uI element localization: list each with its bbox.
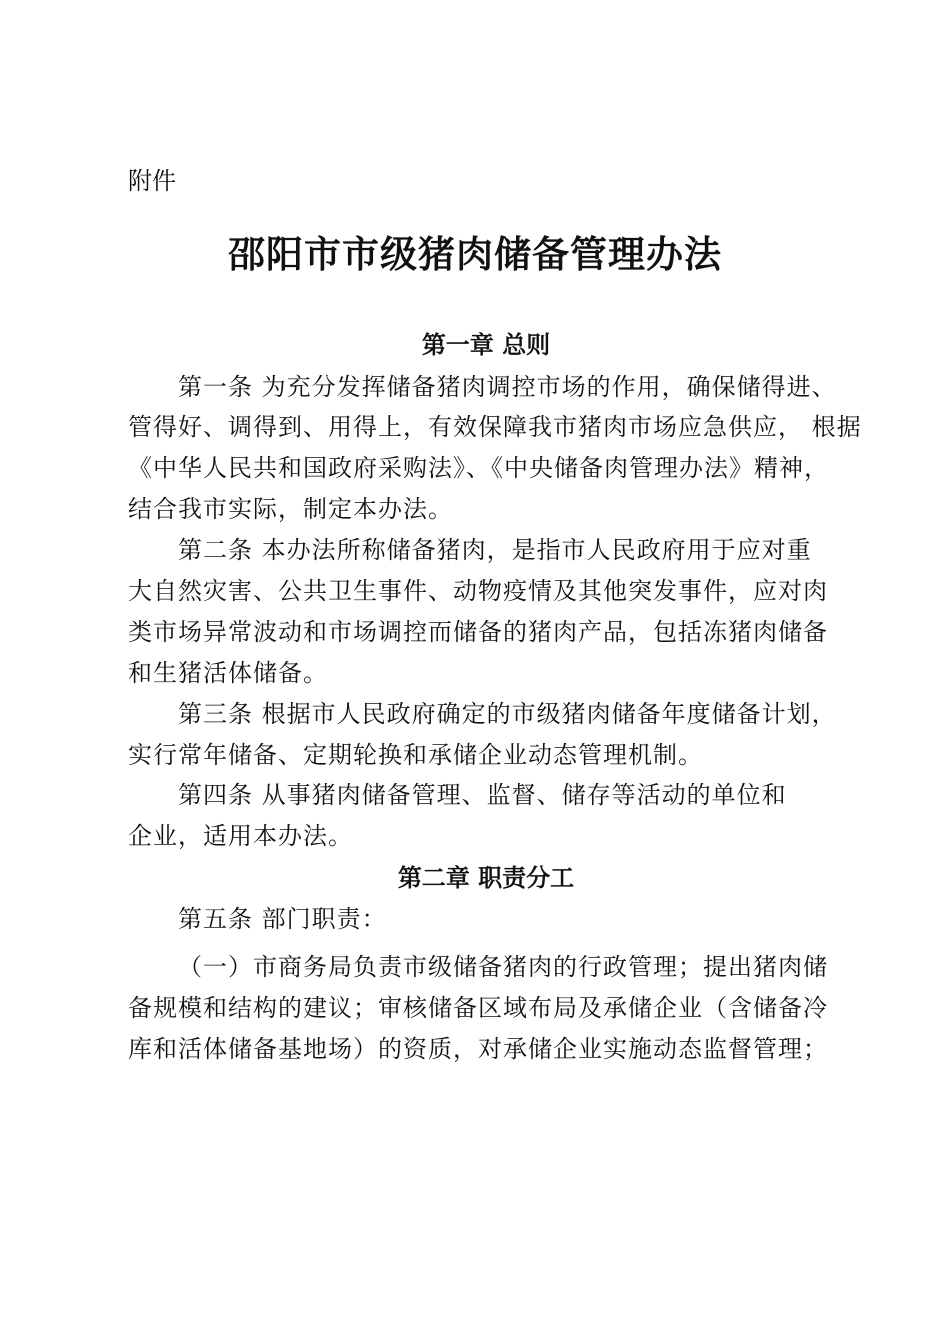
paragraph-line: 类市场异常波动和市场调控而储备的猪肉产品，包括冻猪肉储备: [128, 618, 828, 646]
paragraph-line: 备规模和结构的建议；审核储备区域布局及承储企业（含储备冷: [128, 994, 828, 1022]
attachment-label: 附件: [128, 167, 176, 195]
document-title: 邵阳市市级猪肉储备管理办法: [228, 232, 722, 276]
paragraph-line: 《中华人民共和国政府采购法》、《中央储备肉管理办法》精神，: [128, 454, 829, 482]
paragraph-line: （一）市商务局负责市级储备猪肉的行政管理；提出猪肉储: [178, 953, 828, 981]
paragraph-line: 企业，适用本办法。: [128, 822, 353, 850]
paragraph-line: 第一条 为充分发挥储备猪肉调控市场的作用，确保储得进、: [178, 373, 837, 401]
paragraph-line: 库和活体储备基地场）的资质，对承储企业实施动态监督管理；: [128, 1035, 828, 1063]
paragraph-line: 结合我市实际，制定本办法。: [128, 495, 453, 523]
paragraph-line: 第二条 本办法所称储备猪肉，是指市人民政府用于应对重: [178, 536, 812, 564]
paragraph-line: 第四条 从事猪肉储备管理、监督、储存等活动的单位和: [178, 781, 787, 809]
chapter-heading: 第一章 总则: [421, 331, 551, 359]
paragraph-line: 管得好、调得到、用得上，有效保障我市猪肉市场应急供应， 根据: [128, 413, 862, 441]
paragraph-line: 第三条 根据市人民政府确定的市级猪肉储备年度储备计划，: [178, 700, 837, 728]
paragraph-line: 实行常年储备、定期轮换和承储企业动态管理机制。: [128, 741, 703, 769]
paragraph-line: 大自然灾害、公共卫生事件、动物疫情及其他突发事件，应对肉: [128, 577, 828, 605]
paragraph-line: 和生猪活体储备。: [128, 659, 328, 687]
chapter-heading: 第二章 职责分工: [397, 864, 575, 892]
paragraph-line: 第五条 部门职责：: [178, 905, 387, 933]
